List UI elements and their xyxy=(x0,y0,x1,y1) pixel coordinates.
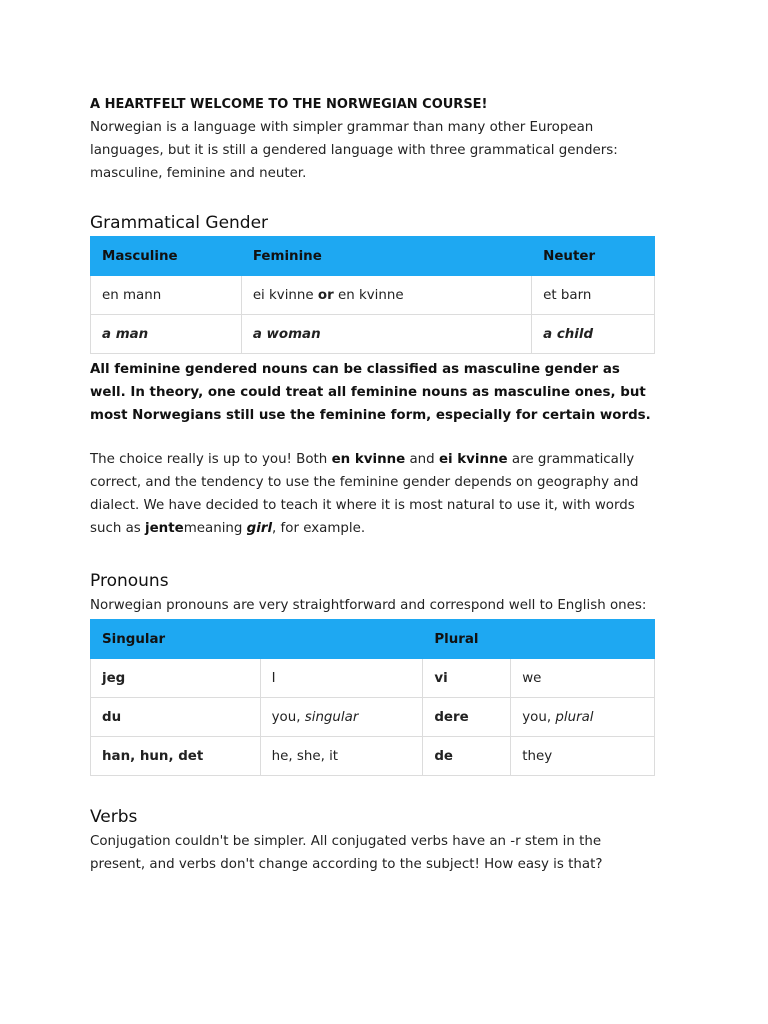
pronouns-heading: Pronouns xyxy=(90,571,169,591)
cell-neuter-translation: a child xyxy=(532,315,655,354)
table-row xyxy=(91,659,655,698)
header-neuter: Neuter xyxy=(532,237,655,276)
plural-en-text: they xyxy=(522,748,553,764)
singular-en-note: singular xyxy=(304,709,359,725)
choice-ei-kvinne: ei kvinne xyxy=(438,452,508,467)
feminine-note: All feminine gendered nouns can be classified as masculine gender as well. In theory, one could treat all feminine nouns as masculine ones, but most Norwegians still use the feminine form, especially for certain words. xyxy=(90,362,651,423)
cell-neuter: et barn xyxy=(532,276,655,315)
feminine-ei-kvinne: ei kvinne xyxy=(252,287,314,303)
table-row xyxy=(91,737,655,776)
choice-text: are grammatically correct, and the tendency to use the feminine gender depends on geography and dialect. We have decided to teach it where it is most natural to use it, with words such as xyxy=(90,452,639,536)
singular-en-text: I xyxy=(271,670,276,686)
cell-singular-en xyxy=(260,698,423,737)
pronouns-table xyxy=(90,619,655,776)
choice-text: , for example. xyxy=(272,521,366,536)
choice-jente: jente xyxy=(145,521,184,536)
table-row xyxy=(91,276,655,315)
table-row xyxy=(91,315,655,354)
cell-singular-no: jeg xyxy=(91,659,261,698)
table-row xyxy=(91,698,655,737)
cell-plural-en xyxy=(511,698,655,737)
cell-feminine xyxy=(241,276,531,315)
plural-en-note: plural xyxy=(555,709,594,725)
feminine-en-kvinne: en kvinne xyxy=(337,287,404,303)
choice-text: meaning xyxy=(183,521,247,536)
cell-masculine-translation: a man xyxy=(91,315,242,354)
cell-singular-no: du xyxy=(91,698,261,737)
intro-paragraph: Norwegian is a language with simpler grammar than many other European languages, but it is still a gendered language with three grammatical genders: masculine, feminine and neuter. xyxy=(90,120,618,181)
choice-girl: girl xyxy=(246,521,273,536)
header-plural: Plural xyxy=(423,620,655,659)
pronouns-intro: Norwegian pronouns are very straightforward and correspond well to English ones: xyxy=(90,598,647,613)
grammatical-gender-heading: Grammatical Gender xyxy=(90,213,269,233)
cell-plural-en xyxy=(511,659,655,698)
cell-feminine-translation: a woman xyxy=(241,315,531,354)
cell-singular-en xyxy=(260,659,423,698)
cell-masculine: en mann xyxy=(91,276,242,315)
verbs-paragraph: Conjugation couldn't be simpler. All conjugated verbs have an -r stem in the present, and verbs don't change according to the subject! How easy is that? xyxy=(90,834,603,872)
cell-plural-no: vi xyxy=(423,659,511,698)
header-singular: Singular xyxy=(91,620,423,659)
choice-paragraph xyxy=(90,448,660,540)
welcome-title: A HEARTFELT WELCOME TO THE NORWEGIAN COURSE! xyxy=(90,97,488,112)
plural-en-text: you, xyxy=(522,709,556,725)
cell-singular-en xyxy=(260,737,423,776)
cell-plural-no: dere xyxy=(423,698,511,737)
plural-en-text: we xyxy=(522,670,542,686)
header-feminine: Feminine xyxy=(241,237,531,276)
choice-text: and xyxy=(405,452,439,467)
feminine-or: or xyxy=(317,287,334,303)
cell-singular-no: han, hun, det xyxy=(91,737,261,776)
cell-plural-en xyxy=(511,737,655,776)
gender-table xyxy=(90,236,655,354)
pronouns-table-header xyxy=(91,620,655,659)
document-page xyxy=(90,96,660,876)
choice-en-kvinne: en kvinne xyxy=(331,452,406,467)
cell-plural-no: de xyxy=(423,737,511,776)
singular-en-text: you, xyxy=(271,709,305,725)
verbs-heading: Verbs xyxy=(90,807,138,827)
gender-table-header xyxy=(91,237,655,276)
singular-en-text: he, she, it xyxy=(271,748,339,764)
header-masculine: Masculine xyxy=(91,237,242,276)
choice-text: The choice really is up to you! Both xyxy=(90,452,332,467)
